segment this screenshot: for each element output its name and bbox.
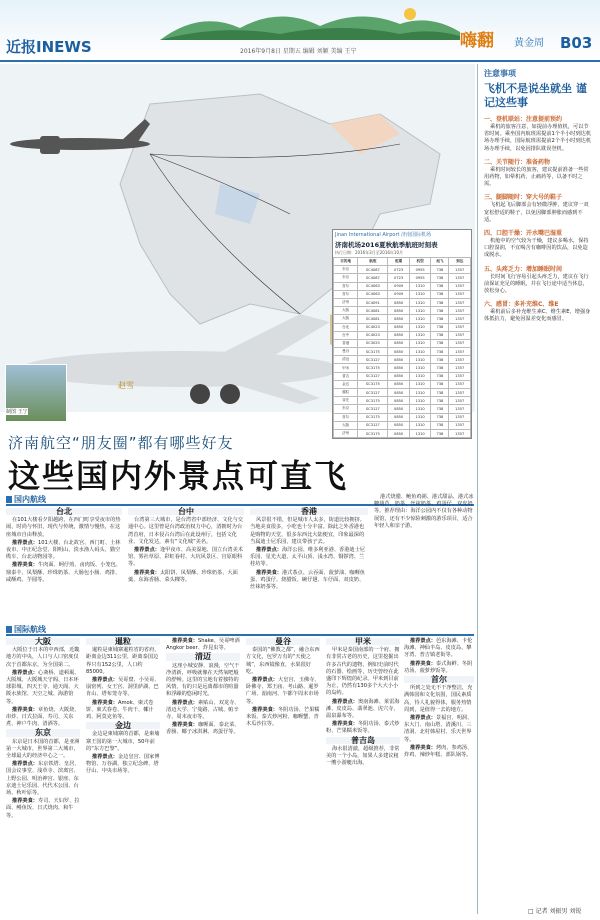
schedule-subtitle: 执行日期：2016年3月至2016年10月 [335,250,403,255]
table-cell: 1357 [449,323,471,331]
table-header [334,258,471,266]
table-cell: 东京 [334,266,358,274]
table-header-cell: 起飞 [431,258,449,266]
table-row [334,298,471,306]
intl-col-3: 推荐美食：Shake、吴哥啤酒 Angkor beer、炸昆虫等。 清迈 这座小城安静、浪漫，空气干净清新，呼吸就像在天然氧吧般的舒畅。这里的宝地有着独特的风情，有的只是远离都市的喧嚣和浮躁的悠闲时光。 推荐景点：素贴山、双龙寺、清迈大学、宁曼路、古城、帕辛寺、周末夜市等。 推荐美食：咖喱面、泰北菜、香肠、椰子冰淇淋、鸡蛋仔等。 [166,638,240,736]
article-headline: 这些国内外景点可直飞 [8,457,349,495]
table-cell: 台北 [334,323,358,331]
table-cell: 738 [431,315,449,323]
table-cell: 清迈 [334,356,358,364]
table-cell: SC4023 [358,323,388,331]
section-intro: 台湾第三大城市，是台湾省中部经济、文化与交通中心。这里曾是台湾政治权力中心，清朝时为台湾首府，日本侵占台湾后在此设州厅，包括文化业、文化发达，素有“文化城”美名。 [128,517,243,545]
tip-text: 长时间飞行容易引起头疼乏力，建议在飞行前保证充足的睡眠，并在飞行途中适当休息，放松身心。 [484,273,589,295]
tip-text: 乘机时间较长的旅客，建议提前准备一些常用药物，如晕机药、止痛药等，以备不时之需。 [484,166,589,188]
table-cell: 1310 [409,282,431,290]
table-row [334,348,471,356]
table-cell: 1357 [449,380,471,388]
table-cell: 大阪 [334,315,358,323]
table-cell: 1357 [449,348,471,356]
table-cell: 0850 [388,372,410,380]
section-title: 金边 [86,722,160,729]
table-body [334,266,471,438]
table-cell: 738 [431,421,449,429]
table-cell: 1357 [449,266,471,274]
intl-section-label: 国际航线 [6,624,46,635]
table-row [334,389,471,397]
landscape-banner-icon [160,4,460,40]
intl-col-2: 暹粒 暹粒是柬埔寨暹粒省的省府，距离金边311公里，距离泰国边界只有152公里，人口约85000。 推荐景点：吴哥窟、小吴哥、崩密列、女王宫、洞里萨湖、巴肯山、塔布笼寺等。 推荐美食：Amok、柬式卷饼、柬式春卷、牛肉干、椰汁鸡、阿莫克鱼等。 金边 金边是柬埔寨的首都，是柬埔寨王国的第一大城市，50年前的“东方巴黎”。 推荐景点：金边皇宫、国家博物馆、万谷湖、独立纪念碑、塔仔山、中央市场等。 [86,637,160,775]
airport-brand: Jinan International Airport 济南国际机场 [335,232,432,238]
domestic-section-label: 国内航线 [6,494,46,505]
table-cell: 1310 [409,364,431,372]
table-row [334,339,471,347]
table-cell: 济州 [334,429,358,437]
table-cell: 1310 [409,421,431,429]
table-cell: 0955 [409,274,431,282]
table-cell: 1357 [449,413,471,421]
table-cell: SC3175 [358,429,388,437]
table-cell: 738 [431,429,449,437]
table-cell: SC3175 [358,380,388,388]
table-cell: 大阪 [334,421,358,429]
table-cell: 0850 [388,364,410,372]
table-row [334,290,471,298]
table-cell: SC4023 [358,331,388,339]
table-cell: 台中 [334,331,358,339]
table-cell: SC3127 [358,421,388,429]
table-cell: 1357 [449,282,471,290]
table-row [334,429,471,437]
table-cell: SC3127 [358,372,388,380]
table-row [334,266,471,274]
table-cell: 0909 [388,290,410,298]
tip-text: 飞机起飞后脚部会有轻微浮肿，建议穿一双宽松舒适的鞋子，以免因脚部肿胀而感到不适。 [484,202,589,223]
tip-heading: 二、关节随行：准备药物 [484,158,551,166]
table-cell: 1357 [449,290,471,298]
section-title: 台中 [128,508,244,515]
table-cell: 1310 [409,290,431,298]
table-cell: 738 [431,307,449,315]
table-cell: 1357 [449,307,471,315]
byline: □ 记者 刘振男 刘锐 [528,908,582,915]
table-cell: SC4087 [358,274,388,282]
table-cell: 1310 [409,405,431,413]
tip-heading: 一、登机联站：注意提前预约 [484,116,563,123]
table-header-cell: 机型 [409,258,431,266]
table-cell: 0850 [388,307,410,315]
table-cell: 1310 [409,356,431,364]
table-cell: 首尔 [334,413,358,421]
section-title: 甲米 [326,638,400,645]
table-header-cell: 目的地 [334,258,358,266]
table-cell: 1357 [449,421,471,429]
table-row [334,421,471,429]
table-cell: 1357 [449,429,471,437]
table-cell: 738 [431,323,449,331]
tips-headline: 飞机不是说坐就坐 谨记这些事 [484,82,587,109]
table-cell: 东京 [334,405,358,413]
photo-credit: 制图 王宁 [6,409,28,415]
table-cell: 1310 [409,339,431,347]
table-cell: 0850 [388,331,410,339]
table-cell: 738 [431,339,449,347]
photo-label: 赵雪 [118,381,134,390]
table-cell: 香港 [334,339,358,347]
section-bar-icon [6,626,12,633]
tip-text: 机舱中的空气较为干燥，建议多喝水，保持口腔湿润，不宜喝含有咖啡因的饮品，以免造成脱水。 [484,238,589,259]
table-row [334,274,471,282]
table-cell: 1310 [409,380,431,388]
table-cell: 1310 [409,307,431,315]
section-title: 东京 [6,729,80,736]
table-cell: 738 [431,331,449,339]
table-cell: 0850 [388,356,410,364]
table-cell: SC3127 [358,405,388,413]
taipei-section: 台北 在101大楼看夕阳越跨，在西门町享受夜市的热闹，时尚与怀旧，现代与传统，激情与慢热，在这座城市自由释放。 推荐景点：101大楼、台北故宫、西门町、士林夜市、中正纪念堂、阳明山、淡水渔人码头、猫空缆车、台北动物园等。 推荐美食：牛肉面、蚵仔煎、卤肉饭、小笼包、鼎泰丰、凤梨酥、珍珠奶茶、大肠包小肠、鸡排、咸酥鸡、芋圆等。 [6,507,121,583]
table-cell: 1357 [449,372,471,380]
table-cell: 1357 [449,331,471,339]
table-cell: 0850 [388,421,410,429]
table-cell: 0850 [388,413,410,421]
table-row [334,372,471,380]
table-cell: SC3127 [358,356,388,364]
table-cell: 0850 [388,429,410,437]
section-title: 大阪 [6,638,80,645]
table-cell: 0850 [388,405,410,413]
section-intro: 在101大楼看夕阳越跨，在西门町享受夜市的热闹，时尚与怀旧，现代与传统，激情与慢热，在这座城市自由释放。 [6,517,121,538]
table-cell: 738 [431,298,449,306]
column-divider [477,64,478,914]
table-cell: 738 [431,380,449,388]
intl-col-1: 大阪 大阪位于日本的中西部，近畿地方的中央，人口与人口密度仅次于首都东京，为全国第二。 推荐景点：心斋桥、道顿堀、大阪城、大阪城天守阁、日本环球影城、四天王寺、通天阁、大阪水族馆、天空之城、海游馆等。 推荐美食：章鱼烧、大阪烧、串炸、日式拉面、寿司、关东煮、神户牛肉、清酒等。 东京 东京是日本国的首都，是亚洲第一大城市，世界第二大城市，全球最大的经济中心之一。 推荐景点：东京铁塔、皇居、国会议事堂、浅草寺、滨离宫、上野公园、明治神宫、银座、东京迪士尼乐园、代代木公园、台场、秋叶原等。 推荐美食：寿司、天妇罗、拉面、鳗鱼饭、日式烧肉、和牛等。 [6,637,80,819]
table-row [334,331,471,339]
table-cell: 738 [431,372,449,380]
table-cell: 738 [431,274,449,282]
tip-heading: 六、感冒：多补充维C、维E [484,301,559,309]
table-cell: SC4091 [358,298,388,306]
table-row [334,282,471,290]
table-cell: 1357 [449,389,471,397]
schedule-title: 济南机场2016夏秋航季航班时刻表 [335,241,438,249]
table-cell: 1310 [409,323,431,331]
table-cell: 1310 [409,372,431,380]
tip-heading: 五、头疼乏力：增加睡眠时间 [484,265,563,273]
table-row [334,307,471,315]
table-cell: 芽庄 [334,397,358,405]
table-cell: 738 [431,405,449,413]
tips-tag: 注意事项 [484,69,516,78]
table-cell: SC3175 [358,397,388,405]
table-cell: SC3175 [358,413,388,421]
table-cell: SC3025 [358,339,388,347]
table-cell: SC3175 [358,364,388,372]
tip-text: 乘机的旅客注意，如提前办理值机，可以节省时间。乘坐国内航班需提前1个半小时到达机场办理手续，国际航班需提前2个半小时到达机场办理手续，以免因排队耽误登机。 [484,124,592,152]
table-cell: 首尔 [334,290,358,298]
table-cell: 0850 [388,397,410,405]
section-title: 暹粒 [86,638,160,645]
table-cell: 738 [431,348,449,356]
hongkong-section: 香港 风景很不错，但是城市人太多，街道比较拥挤。当地美食很多，小吃也十分丰富。除此之外香港也是购物的天堂，很多东西比大陆便宜，印象最深的当属迪士尼乐园，建议带孩子去。 推荐景点：海洋公园、维多利亚港、香港迪士尼乐园、星光大道、太平山顶、浅水湾、铜锣湾、兰桂坊等。 推荐美食：港式茶点、云吞面、菠萝油、咖喱鱼蛋、鸡蛋仔、烧腊饭、碗仔翅、车仔面、双皮奶、丝袜奶茶等。 [250,508,368,620]
hongkong-continued: 港式烧腊、鲍鱼鸡粥、港式甜品、港式冰糖葫芦、奶茶、丝袜奶茶、鸡蛋仔、双皮奶等。推荐理由：海洋公园内不仅有各种动物展馆，还有不少惊险刺激的游乐项目，适合年轻人和亲子游。 [374,494,474,529]
page-header [0,0,600,62]
table-cell: 1310 [409,348,431,356]
tip-heading: 四、口腔干燥：开水嘴巴湿重 [484,230,563,238]
table-cell: 1310 [409,298,431,306]
table-header-cell: 到达 [449,258,471,266]
table-cell: 738 [431,282,449,290]
article-subtitle: 济南航空“朋友圈”都有哪些好友 [8,434,234,452]
flight-schedule-table [332,229,472,439]
table-cell: 738 [431,290,449,298]
table-row [334,315,471,323]
table-cell: SC4081 [358,307,388,315]
table-cell: 1357 [449,364,471,372]
table-cell: 738 [431,364,449,372]
tip-heading: 三、腿脚随时：穿大号的鞋子 [484,194,563,202]
intl-col-6: 推荐景点：芭东海滩、卡伦海滩、神仙半岛、皮皮岛、攀牙湾、普吉镇老街等。 推荐美食：泰式海鲜、冬阴功汤、菠萝炒饭等。 首尔 所到之处无不干净整洁，充满韩国和文化氛围，国民素质高，待人礼貌得体，服务热情周到，是值得一去的地方。 推荐景点：景福宫、明洞、东大门、南山塔、清溪川、三清洞、北村韩屋村、乐天世界等。 推荐美食：烤肉、参鸡汤、炸鸡、辣炒年糕、部队锅等。 [404,638,473,759]
table-row [334,356,471,364]
table-cell: 首尔 [334,282,358,290]
table-cell: 0850 [388,323,410,331]
table-cell: 暹粒 [334,389,358,397]
newspaper-logo: 近报INEWS [6,38,92,56]
issue-meta: 2016年9月8日 星期五 编辑 刘颖 美编 王宁 [240,48,357,55]
table-cell: 1357 [449,298,471,306]
table-cell: 0723 [388,266,410,274]
page-number: B03 [560,34,593,52]
table-cell: 1357 [449,397,471,405]
hero-illustration [0,64,475,436]
table-cell: SC4063 [358,282,388,290]
section-title: 首尔 [404,676,474,683]
table-cell: 大阪 [334,307,358,315]
section-title: 曼谷 [246,638,320,645]
table-cell: 738 [431,356,449,364]
tips-sidebar [480,64,596,920]
table-cell: 济州 [334,298,358,306]
column-title: 嗨翻 [460,31,494,51]
taichung-section: 台中 台湾第三大城市，是台湾省中部经济、文化与交通中心。这里曾是台湾政治权力中心，清朝时为台湾首府，日本侵占台湾后在此设州厅，包括文化业、文化发达，素有“文化城”美名。 推荐景点：逢甲夜市、高美湿地、国立台湾美术馆、雾社草原、彩虹眷村、大坑风景区、宫原眼科等。 推荐美食：太阳饼、凤梨酥、珍珠奶茶、大面羹、东海香肠、菜头粿等。 [128,507,243,583]
table-cell: 1357 [449,315,471,323]
section-intro: 风景很不错，但是城市人太多，街道比较拥挤。当地美食很多，小吃也十分丰富。除此之外香港也是购物的天堂，很多东西比大陆便宜，印象最深的当属迪士尼乐园，建议带孩子去。 [250,517,365,545]
table-cell: 0955 [409,266,431,274]
table-cell: 0850 [388,298,410,306]
table-cell: 东京 [334,274,358,282]
table-cell: 1357 [449,274,471,282]
table-cell: SC4087 [358,266,388,274]
table-cell: SC4063 [358,290,388,298]
section-title: 清迈 [166,653,240,660]
table-row [334,323,471,331]
table-cell: 0909 [388,282,410,290]
table-cell: 0850 [388,389,410,397]
table-cell: 1310 [409,389,431,397]
section-title: 香港 [250,508,368,515]
table-cell: 0850 [388,339,410,347]
table-header-cell: 班期 [388,258,410,266]
table-cell: 0850 [388,315,410,323]
table-cell: 1310 [409,315,431,323]
table-cell: 1310 [409,331,431,339]
section-title: 普吉岛 [326,737,400,744]
table-cell: SC4081 [358,315,388,323]
table-cell: 0850 [388,380,410,388]
intl-col-5: 甲米 甲米是泰国南部的一个府，拥有非常古老的历史，这里挖掘出许多古代的遗物，例如史前时代的石器、绘画等，历史曾经在此盛印下辉煌的纪录。甲米到目前为止，仍然有130多个大大小小的岛屿。 推荐景点：奥南海滩、莱雷海滩、皮皮岛、翡翠池、虎穴寺、温泉瀑布等。 推荐美食：冬阴功汤、泰式炒粉、芒果糯米饭等。 普吉岛 海水很清澈，超级推荐，非常美的一个小岛，如果人多建议租一艘小游艇出海。 [326,637,400,767]
table-cell: 1357 [449,405,471,413]
table-cell: 甲米 [334,364,358,372]
table-cell: 1357 [449,356,471,364]
table-cell: 1310 [409,429,431,437]
section-title: 台北 [6,508,122,515]
table-cell: 738 [431,397,449,405]
table-cell: 738 [431,413,449,421]
section-bar-icon [6,496,12,503]
table-row [334,397,471,405]
table-cell: 738 [431,266,449,274]
table-cell: SC3175 [358,348,388,356]
column-subtitle: 黄金周 [514,38,544,49]
tip-text: 乘机前后多补充维生素C、维生素E，增强身体抵抗力，避免因温差变化而感冒。 [484,309,591,323]
table-cell: 1357 [449,339,471,347]
table-header-cell: 航班 [358,258,388,266]
intl-col-4: 曼谷 泰国的“佛教之都”，融合东西方文化，包罗万有的“天使之城”，东西镜像直，水果很好吃。 推荐景点：大皇宫、玉佛寺、卧佛寺、郑王庙、考山路、暹罗广场、湄南河、乍都乍周末市场等。 推荐美食：冬阴功汤、芒果糯米饭、泰式炒河粉、咖喱蟹、青木瓜沙拉等。 [246,637,320,728]
table-cell: 1310 [409,397,431,405]
table-cell: 0850 [388,348,410,356]
table-cell: 0723 [388,274,410,282]
table-cell: 738 [431,389,449,397]
table-cell: 金边 [334,380,358,388]
table-row [334,380,471,388]
table-row [334,405,471,413]
table-cell: 曼谷 [334,348,358,356]
table-cell: SC3127 [358,389,388,397]
table-cell: 普吉 [334,372,358,380]
table-row [334,364,471,372]
tips-list [480,114,596,324]
table-row [334,413,471,421]
table-cell: 1310 [409,413,431,421]
divider [6,634,474,636]
